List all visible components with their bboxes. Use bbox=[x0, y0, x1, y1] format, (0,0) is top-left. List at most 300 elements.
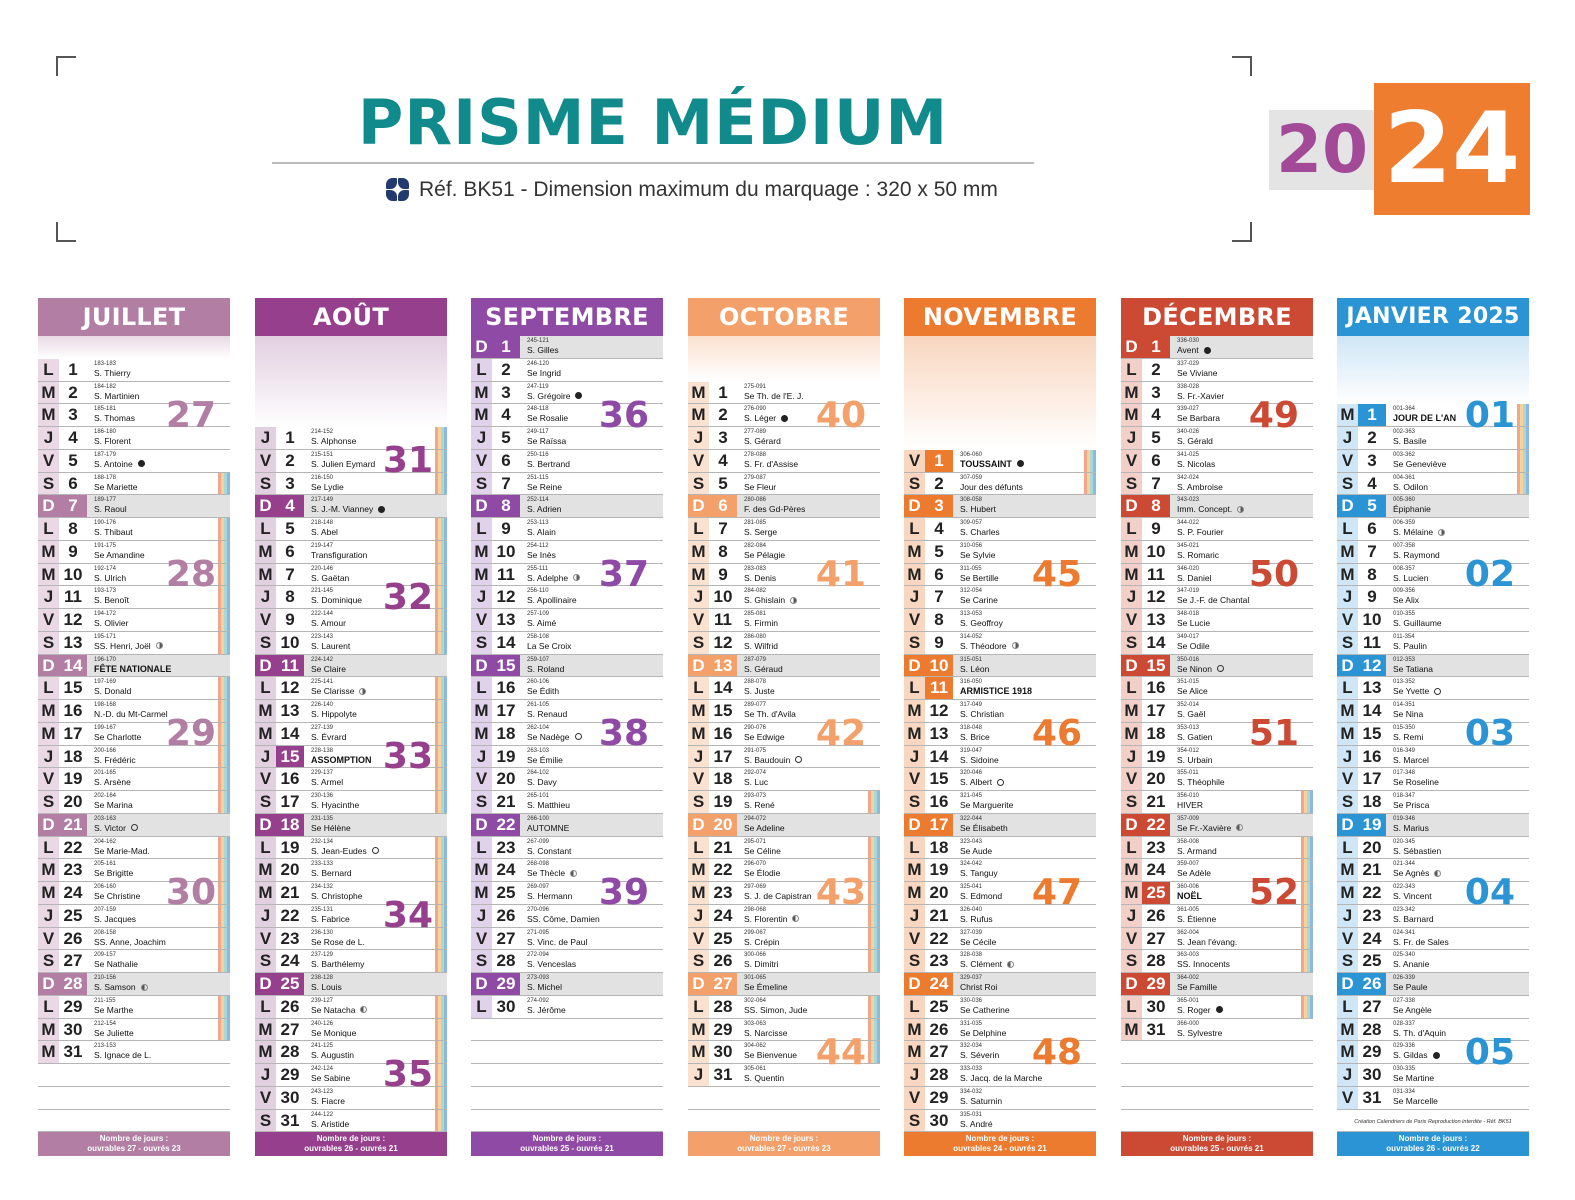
saint-name: S. Roger bbox=[1177, 1005, 1223, 1016]
saint-name: S. Fabrice bbox=[311, 913, 350, 924]
day-number: 2 bbox=[59, 382, 87, 404]
day-row[interactable] bbox=[471, 791, 663, 814]
saint-name: S. Florentin bbox=[744, 914, 799, 925]
day-letter: D bbox=[1337, 495, 1358, 517]
day-row[interactable] bbox=[904, 973, 1096, 996]
day-row[interactable] bbox=[688, 632, 880, 655]
day-count: 353-013 bbox=[1177, 724, 1200, 731]
day-row[interactable] bbox=[904, 450, 1096, 473]
day-row[interactable] bbox=[255, 791, 447, 814]
day-letter: L bbox=[688, 837, 709, 859]
day-row[interactable] bbox=[904, 996, 1096, 1019]
day-letter: V bbox=[904, 450, 925, 472]
day-letter: J bbox=[904, 1064, 925, 1086]
day-letter: D bbox=[688, 655, 709, 677]
day-row[interactable] bbox=[688, 973, 880, 996]
month-gradient bbox=[904, 336, 1096, 450]
day-count: 321-045 bbox=[960, 793, 983, 799]
day-number: 12 bbox=[492, 586, 520, 608]
day-number: 21 bbox=[276, 882, 304, 904]
day-number: 13 bbox=[1142, 609, 1170, 631]
day-count: 310-056 bbox=[960, 542, 983, 549]
day-row[interactable] bbox=[1121, 336, 1313, 359]
day-row[interactable] bbox=[688, 655, 880, 678]
day-letter: S bbox=[904, 473, 925, 495]
day-number: 12 bbox=[276, 677, 304, 699]
day-row[interactable] bbox=[688, 677, 880, 700]
day-count: 316-050 bbox=[960, 679, 983, 686]
day-row[interactable] bbox=[255, 996, 447, 1019]
day-row[interactable] bbox=[255, 700, 447, 723]
saint-name: Se Fleur bbox=[744, 481, 777, 492]
day-row[interactable] bbox=[471, 928, 663, 951]
saint-name: Se Delphine bbox=[960, 1027, 1007, 1038]
day-letter: D bbox=[471, 655, 492, 677]
day-row[interactable] bbox=[1337, 768, 1529, 791]
day-row[interactable] bbox=[38, 928, 230, 951]
day-letter: D bbox=[1121, 814, 1142, 836]
day-number: 13 bbox=[276, 700, 304, 722]
day-number: 2 bbox=[1142, 359, 1170, 381]
day-row[interactable] bbox=[1337, 996, 1529, 1019]
last-quarter-icon bbox=[360, 1006, 367, 1013]
day-row[interactable] bbox=[471, 336, 663, 359]
day-number: 26 bbox=[492, 905, 520, 927]
day-row[interactable] bbox=[904, 950, 1096, 973]
day-row[interactable] bbox=[1121, 928, 1313, 951]
day-count: 364-002 bbox=[1177, 975, 1200, 981]
day-number: 29 bbox=[59, 996, 87, 1018]
day-row[interactable] bbox=[471, 837, 663, 860]
day-letter: D bbox=[255, 655, 276, 677]
day-letter: J bbox=[471, 586, 492, 608]
day-row[interactable] bbox=[1337, 950, 1529, 973]
day-number: 27 bbox=[492, 928, 520, 950]
month-body bbox=[1337, 336, 1529, 1132]
day-row[interactable] bbox=[38, 473, 230, 496]
day-number: 10 bbox=[1358, 609, 1386, 631]
empty-row bbox=[1121, 1110, 1313, 1133]
day-row[interactable] bbox=[904, 473, 1096, 496]
day-row[interactable] bbox=[471, 495, 663, 518]
day-row[interactable] bbox=[38, 837, 230, 860]
day-row[interactable] bbox=[1337, 473, 1529, 496]
day-row[interactable] bbox=[38, 359, 230, 382]
day-count: 287-079 bbox=[744, 656, 767, 663]
day-number: 26 bbox=[709, 950, 737, 972]
day-count: 200-166 bbox=[94, 747, 117, 754]
day-row[interactable] bbox=[1337, 928, 1529, 951]
day-row[interactable] bbox=[688, 837, 880, 860]
saint-name: S. Martinien bbox=[94, 390, 140, 401]
day-row[interactable] bbox=[255, 814, 447, 837]
day-letter: L bbox=[904, 518, 925, 540]
saint-name: S. Armel bbox=[311, 777, 344, 788]
day-letter: S bbox=[1337, 473, 1358, 495]
day-number: 23 bbox=[492, 837, 520, 859]
day-count: 296-070 bbox=[744, 861, 767, 868]
saint-name: S. René bbox=[744, 800, 775, 810]
day-number: 29 bbox=[709, 1019, 737, 1041]
day-letter: D bbox=[38, 655, 59, 677]
day-row[interactable] bbox=[904, 814, 1096, 837]
day-number: 24 bbox=[709, 905, 737, 927]
day-row[interactable] bbox=[904, 791, 1096, 814]
day-row[interactable] bbox=[38, 996, 230, 1019]
day-row[interactable] bbox=[471, 609, 663, 632]
day-letter: M bbox=[904, 700, 925, 722]
first-quarter-icon bbox=[790, 597, 797, 604]
day-row[interactable] bbox=[1121, 655, 1313, 678]
day-letter: M bbox=[1121, 564, 1142, 586]
empty-row bbox=[38, 1110, 230, 1133]
day-row[interactable] bbox=[688, 996, 880, 1019]
day-row[interactable] bbox=[1121, 837, 1313, 860]
day-count: 262-104 bbox=[527, 724, 550, 731]
day-number: 30 bbox=[59, 1019, 87, 1041]
day-row[interactable] bbox=[1121, 495, 1313, 518]
day-row[interactable] bbox=[471, 814, 663, 837]
day-letter: M bbox=[471, 382, 492, 404]
day-row[interactable] bbox=[1121, 359, 1313, 382]
day-number: 11 bbox=[709, 609, 737, 631]
day-row[interactable] bbox=[38, 495, 230, 518]
day-number: 13 bbox=[925, 723, 953, 745]
day-number: 19 bbox=[276, 837, 304, 859]
day-row[interactable] bbox=[471, 473, 663, 496]
day-row[interactable] bbox=[255, 632, 447, 655]
day-row[interactable] bbox=[1121, 950, 1313, 973]
day-row[interactable] bbox=[255, 677, 447, 700]
day-letter: J bbox=[38, 746, 59, 768]
week-number: 35 bbox=[382, 1054, 433, 1096]
saint-name: Se Juliette bbox=[94, 1027, 134, 1038]
saint-name: SS. Henri, Joël bbox=[94, 641, 163, 652]
day-number: 22 bbox=[1142, 814, 1170, 836]
day-number: 5 bbox=[276, 518, 304, 540]
day-letter: D bbox=[1121, 655, 1142, 677]
day-row[interactable] bbox=[1121, 473, 1313, 496]
saint-name: Se Sabine bbox=[311, 1073, 351, 1083]
day-row[interactable] bbox=[904, 1110, 1096, 1133]
day-count: 337-029 bbox=[1177, 360, 1200, 367]
day-letter: J bbox=[1337, 427, 1358, 449]
day-count: 216-150 bbox=[311, 474, 334, 481]
day-row[interactable] bbox=[471, 677, 663, 700]
day-row[interactable] bbox=[904, 677, 1096, 700]
saint-name: Se Marina bbox=[94, 800, 133, 810]
day-row[interactable] bbox=[904, 609, 1096, 632]
day-letter: M bbox=[471, 882, 492, 904]
day-letter: L bbox=[904, 996, 925, 1018]
day-row[interactable] bbox=[688, 609, 880, 632]
day-number: 7 bbox=[59, 495, 87, 517]
day-row[interactable] bbox=[1121, 1019, 1313, 1042]
day-letter: J bbox=[1121, 746, 1142, 768]
day-row[interactable] bbox=[471, 359, 663, 382]
day-row[interactable] bbox=[1337, 655, 1529, 678]
saint-name: S. Remi bbox=[1393, 731, 1424, 742]
day-number: 23 bbox=[1358, 905, 1386, 927]
day-count: 312-054 bbox=[960, 588, 983, 595]
saint-name: TOUSSAINT bbox=[960, 459, 1024, 470]
saint-name: FÊTE NATIONALE bbox=[94, 663, 172, 674]
day-count: 228-138 bbox=[311, 747, 334, 754]
day-number: 16 bbox=[492, 677, 520, 699]
day-count: 197-169 bbox=[94, 679, 117, 686]
day-number: 4 bbox=[492, 404, 520, 426]
day-row[interactable] bbox=[471, 950, 663, 973]
day-row[interactable] bbox=[688, 928, 880, 951]
day-row[interactable] bbox=[1337, 518, 1529, 541]
new-moon-icon bbox=[1217, 665, 1224, 672]
day-number: 13 bbox=[1358, 677, 1386, 699]
day-letter: D bbox=[255, 814, 276, 836]
day-count: 284-082 bbox=[744, 588, 767, 595]
day-row[interactable] bbox=[904, 518, 1096, 541]
day-row[interactable] bbox=[1121, 677, 1313, 700]
day-letter: J bbox=[1121, 586, 1142, 608]
day-row[interactable] bbox=[1337, 814, 1529, 837]
week-number: 28 bbox=[165, 553, 216, 595]
day-row[interactable] bbox=[688, 495, 880, 518]
day-row[interactable] bbox=[688, 814, 880, 837]
day-row[interactable] bbox=[38, 609, 230, 632]
day-count: 261-105 bbox=[527, 702, 550, 708]
day-count: 275-091 bbox=[744, 383, 767, 390]
day-row[interactable] bbox=[255, 655, 447, 678]
day-number: 20 bbox=[1358, 837, 1386, 859]
day-count: 239-127 bbox=[311, 997, 334, 1004]
day-count: 255-111 bbox=[527, 565, 549, 572]
full-moon-icon bbox=[1216, 1006, 1223, 1013]
day-letter: S bbox=[255, 950, 276, 972]
day-row[interactable] bbox=[38, 677, 230, 700]
day-letter: L bbox=[471, 359, 492, 381]
day-letter: J bbox=[1121, 427, 1142, 449]
day-count: 297-069 bbox=[744, 884, 767, 890]
day-count: 330-036 bbox=[960, 997, 983, 1004]
day-letter: L bbox=[1337, 518, 1358, 540]
day-number: 31 bbox=[1358, 1087, 1386, 1109]
day-row[interactable] bbox=[904, 655, 1096, 678]
day-letter: M bbox=[904, 1041, 925, 1063]
day-row[interactable] bbox=[904, 632, 1096, 655]
saint-name: S. Gérard bbox=[744, 436, 781, 446]
saint-name: Jour des défunts bbox=[960, 481, 1023, 492]
saint-name: S. Gaëtan bbox=[311, 572, 350, 583]
month-header: DÉCEMBRE bbox=[1121, 298, 1313, 336]
day-row[interactable] bbox=[688, 518, 880, 541]
day-count: 291-075 bbox=[744, 747, 767, 754]
day-row[interactable] bbox=[255, 837, 447, 860]
day-row[interactable] bbox=[255, 541, 447, 564]
day-letter: L bbox=[255, 837, 276, 859]
day-row[interactable] bbox=[471, 973, 663, 996]
day-row[interactable] bbox=[1121, 768, 1313, 791]
saint-name: Se Aude bbox=[960, 845, 993, 856]
day-number: 17 bbox=[492, 700, 520, 722]
day-row[interactable] bbox=[255, 950, 447, 973]
day-row[interactable] bbox=[471, 450, 663, 473]
day-row[interactable] bbox=[471, 518, 663, 541]
day-row[interactable] bbox=[38, 1019, 230, 1042]
day-row[interactable] bbox=[1121, 450, 1313, 473]
day-row[interactable] bbox=[688, 768, 880, 791]
day-count: 336-030 bbox=[1177, 338, 1200, 344]
day-count: 300-066 bbox=[744, 952, 767, 959]
day-row[interactable] bbox=[255, 495, 447, 518]
day-number: 17 bbox=[925, 814, 953, 836]
day-count: 014-351 bbox=[1393, 702, 1416, 708]
day-row[interactable] bbox=[38, 655, 230, 678]
day-row[interactable] bbox=[688, 473, 880, 496]
day-count: 317-049 bbox=[960, 702, 983, 708]
day-row[interactable] bbox=[1121, 791, 1313, 814]
week-number: 39 bbox=[598, 872, 649, 914]
day-letter: M bbox=[688, 700, 709, 722]
day-number: 8 bbox=[1142, 495, 1170, 517]
saint-name: S. Arsène bbox=[94, 777, 131, 788]
day-count: 273-093 bbox=[527, 975, 550, 981]
week-number: 30 bbox=[165, 872, 216, 914]
saint-name: S. Ghislain bbox=[744, 595, 797, 606]
saint-name: S. Ananie bbox=[1393, 959, 1430, 970]
day-row[interactable] bbox=[1121, 632, 1313, 655]
first-quarter-icon bbox=[573, 574, 580, 581]
day-row[interactable] bbox=[255, 1110, 447, 1133]
day-row[interactable] bbox=[1337, 1087, 1529, 1110]
day-row[interactable] bbox=[1337, 495, 1529, 518]
day-row[interactable] bbox=[255, 973, 447, 996]
day-row[interactable] bbox=[1121, 814, 1313, 837]
day-letter: V bbox=[688, 450, 709, 472]
week-number: 46 bbox=[1031, 713, 1082, 755]
day-row[interactable] bbox=[1337, 632, 1529, 655]
day-letter: J bbox=[255, 586, 276, 608]
day-row[interactable] bbox=[38, 768, 230, 791]
day-number: 21 bbox=[1142, 791, 1170, 813]
day-count: 029-336 bbox=[1393, 1043, 1416, 1050]
day-number: 15 bbox=[276, 746, 304, 768]
day-number: 2 bbox=[492, 359, 520, 381]
day-row[interactable] bbox=[688, 791, 880, 814]
saint-name: S. Saturnin bbox=[960, 1095, 1003, 1106]
day-count: 191-175 bbox=[94, 542, 117, 549]
day-row[interactable] bbox=[255, 1019, 447, 1042]
day-row[interactable] bbox=[688, 950, 880, 973]
day-letter: L bbox=[38, 359, 59, 381]
week-number: 29 bbox=[165, 713, 216, 755]
new-moon-icon bbox=[1434, 688, 1441, 695]
day-row[interactable] bbox=[688, 450, 880, 473]
day-row[interactable] bbox=[255, 859, 447, 882]
day-row[interactable] bbox=[1337, 973, 1529, 996]
day-row[interactable] bbox=[904, 837, 1096, 860]
day-letter: S bbox=[1121, 632, 1142, 654]
day-row[interactable] bbox=[38, 1041, 230, 1064]
day-letter: S bbox=[904, 1110, 925, 1132]
day-letter: S bbox=[688, 791, 709, 813]
saint-name: Se Lydie bbox=[311, 481, 344, 492]
day-number: 12 bbox=[709, 632, 737, 654]
saint-name: S. Gaël bbox=[1177, 709, 1206, 719]
day-row[interactable] bbox=[471, 655, 663, 678]
week-number: 34 bbox=[382, 895, 433, 937]
day-row[interactable] bbox=[1337, 837, 1529, 860]
day-number: 13 bbox=[59, 632, 87, 654]
day-row[interactable] bbox=[38, 791, 230, 814]
day-row[interactable] bbox=[1337, 450, 1529, 473]
day-count: 248-118 bbox=[527, 406, 549, 413]
day-count: 221-145 bbox=[311, 588, 334, 595]
new-moon-icon bbox=[372, 847, 379, 854]
day-row[interactable] bbox=[1337, 677, 1529, 700]
day-row[interactable] bbox=[1121, 609, 1313, 632]
day-row[interactable] bbox=[471, 632, 663, 655]
day-count: 343-023 bbox=[1177, 497, 1200, 504]
day-number: 3 bbox=[59, 404, 87, 426]
footer-counts: ouvrables 27 - ouvrés 23 bbox=[87, 1144, 181, 1153]
day-letter: V bbox=[471, 450, 492, 472]
day-row[interactable] bbox=[904, 1087, 1096, 1110]
saint-name: S. Tanguy bbox=[960, 868, 998, 879]
day-row[interactable] bbox=[255, 518, 447, 541]
day-letter: D bbox=[255, 973, 276, 995]
day-number: 19 bbox=[59, 768, 87, 790]
day-row[interactable] bbox=[38, 814, 230, 837]
last-quarter-icon bbox=[1236, 824, 1243, 831]
day-number: 30 bbox=[492, 996, 520, 1018]
day-row[interactable] bbox=[471, 996, 663, 1019]
day-row[interactable] bbox=[38, 973, 230, 996]
saint-name: S. Armand bbox=[1177, 845, 1217, 856]
day-row[interactable] bbox=[1337, 791, 1529, 814]
footer-counts: ouvrables 26 - ouvrés 21 bbox=[304, 1144, 398, 1153]
day-row[interactable] bbox=[904, 768, 1096, 791]
day-letter: V bbox=[255, 1087, 276, 1109]
day-row[interactable] bbox=[471, 768, 663, 791]
day-row[interactable] bbox=[904, 495, 1096, 518]
day-number: 8 bbox=[59, 518, 87, 540]
day-number: 16 bbox=[1142, 677, 1170, 699]
saint-name: S. Florent bbox=[94, 436, 131, 446]
day-count: 265-101 bbox=[527, 793, 550, 799]
day-count: 203-163 bbox=[94, 815, 117, 822]
day-count: 250-116 bbox=[527, 451, 549, 458]
day-row[interactable] bbox=[1121, 973, 1313, 996]
day-row[interactable] bbox=[1121, 996, 1313, 1019]
empty-row bbox=[471, 1110, 663, 1133]
full-moon-icon bbox=[378, 506, 385, 513]
day-row[interactable] bbox=[904, 928, 1096, 951]
saint-name: S. Gatien bbox=[1177, 731, 1213, 742]
footer-label: Nombre de jours : bbox=[1398, 1134, 1468, 1143]
day-number: 25 bbox=[492, 882, 520, 904]
saint-name: Se Marie-Mad. bbox=[94, 845, 150, 856]
day-number: 10 bbox=[59, 564, 87, 586]
day-row[interactable] bbox=[1337, 609, 1529, 632]
day-row[interactable] bbox=[38, 632, 230, 655]
day-letter: S bbox=[255, 632, 276, 654]
day-number: 24 bbox=[59, 882, 87, 904]
day-row[interactable] bbox=[38, 950, 230, 973]
day-row[interactable] bbox=[1121, 518, 1313, 541]
day-count: 298-068 bbox=[744, 906, 767, 913]
day-row[interactable] bbox=[38, 450, 230, 473]
day-number: 6 bbox=[1142, 450, 1170, 472]
day-row[interactable] bbox=[38, 518, 230, 541]
